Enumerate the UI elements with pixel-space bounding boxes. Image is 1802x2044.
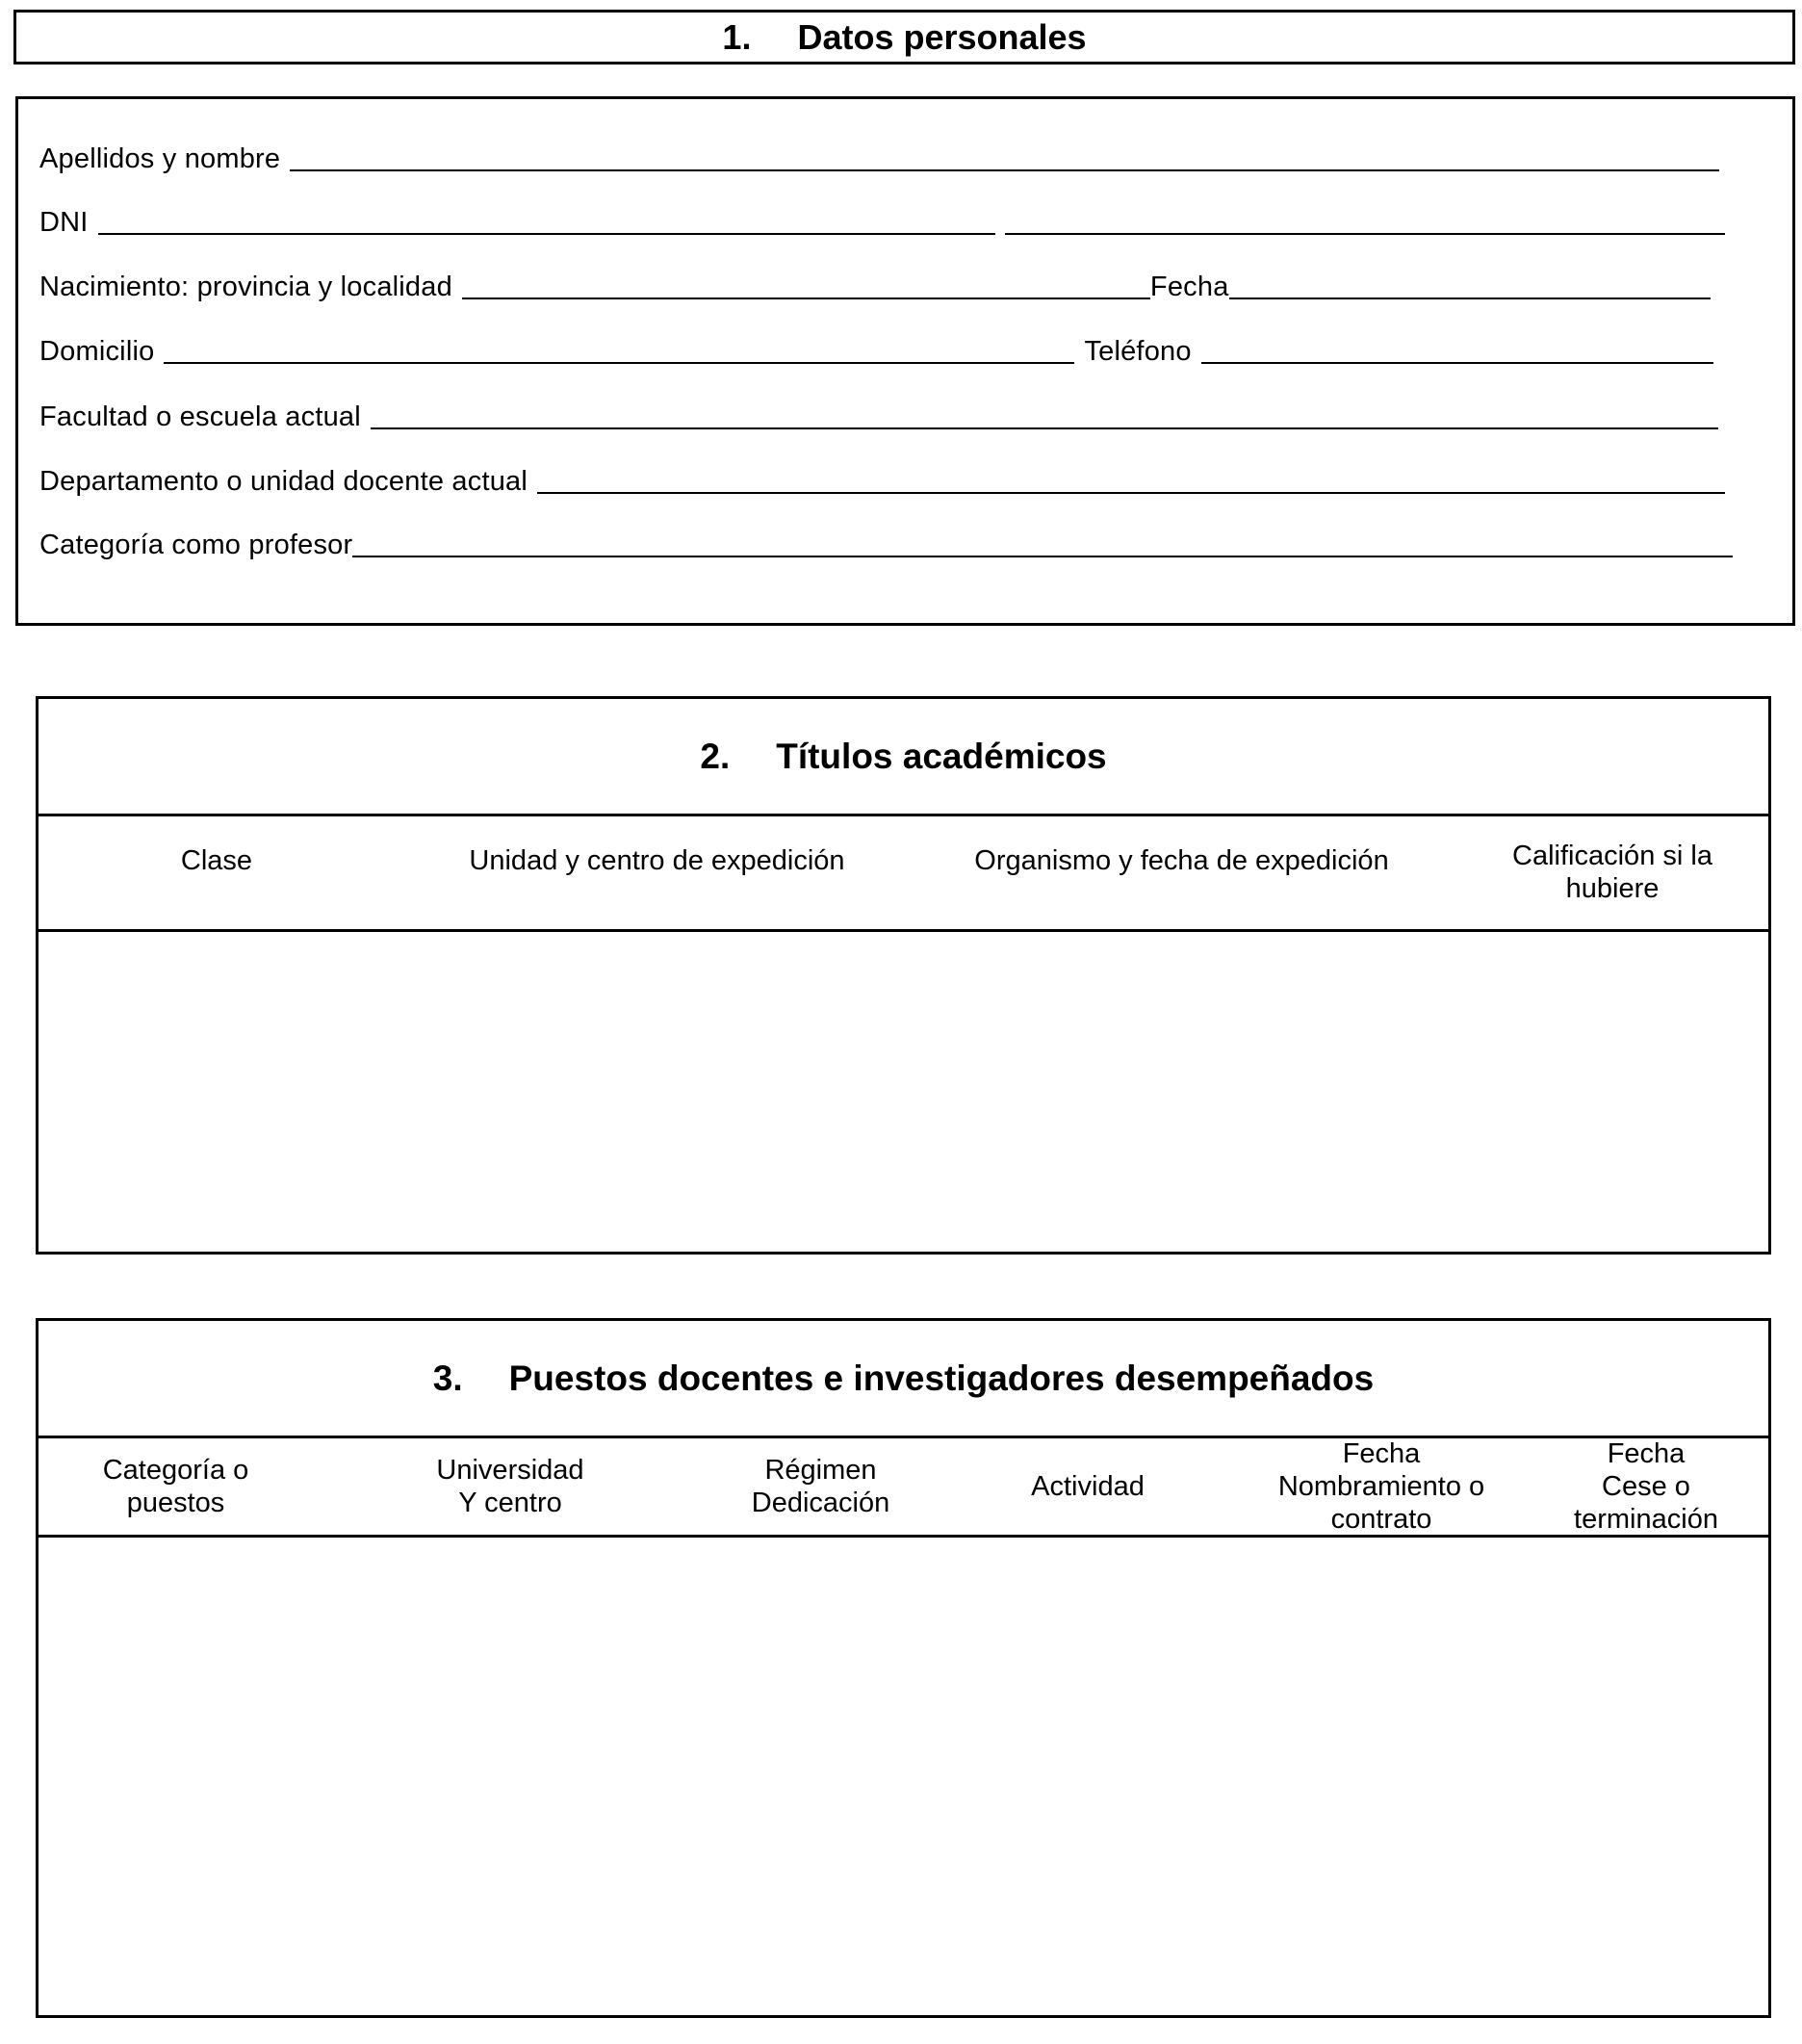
column-header-clase: Clase [180,845,253,876]
personal-data-form [15,96,1795,626]
label-nacimiento: Nacimiento: provincia y localidad [39,272,452,302]
section-2-title-text: Títulos académicos [776,736,1107,776]
column-header-line: Y centro [458,1488,562,1518]
row-domicilio [39,327,1769,370]
row-dni [39,198,1769,241]
column-header-line: Nombramiento o [1277,1471,1485,1502]
label-apellidos: Apellidos y nombre [39,143,281,174]
label-fecha: Fecha [1149,272,1229,302]
section-3-title-text: Puestos docentes e investigadores desempeñados [508,1358,1375,1398]
field-telefono[interactable] [1201,361,1713,364]
column-header-universidad [313,1438,708,1535]
titulos-entry-area[interactable] [39,932,1768,1252]
field-categoria[interactable] [352,555,1733,557]
column-header-fecha-nombramiento [1223,1438,1540,1535]
puestos-entry-area[interactable] [39,1538,1768,2015]
field-departamento[interactable] [537,491,1725,494]
section-1-title-text: Datos personales [797,16,1087,57]
field-nacimiento[interactable] [462,297,1150,299]
field-dni-extra[interactable] [1005,232,1725,235]
column-header-line: Universidad [436,1455,584,1486]
section-2-title [39,699,1768,814]
row-categoria [39,521,1769,563]
column-header-line: Régimen [764,1455,877,1486]
divider [39,814,1768,816]
column-header-line: Dedicación [751,1488,890,1518]
label-categoria: Categoría como profesor [39,530,353,560]
column-header-actividad: Actividad [1031,1471,1145,1502]
section-3-puestos-table [36,1318,1771,2018]
column-header-line: Fecha [1607,1438,1686,1469]
field-fecha[interactable] [1229,297,1711,299]
section-3-title [39,1321,1768,1436]
column-header-line: contrato [1330,1504,1432,1535]
section-2-number: 2. [700,736,731,776]
label-domicilio: Domicilio [39,336,155,367]
column-header-line: Fecha [1342,1438,1421,1469]
label-departamento: Departamento o unidad docente actual [39,466,528,497]
field-domicilio[interactable] [164,361,1074,364]
section-1-number: 1. [722,16,752,57]
column-header-categoria [39,1438,313,1535]
row-apellidos [39,135,1769,177]
label-telefono: Teléfono [1084,336,1192,367]
field-dni[interactable] [98,232,995,235]
section-1-title [16,13,1792,62]
column-header-regimen [708,1438,934,1535]
label-facultad: Facultad o escuela actual [39,401,361,432]
row-departamento [39,457,1769,500]
row-nacimiento [39,263,1769,305]
section-2-titulos-table [36,696,1771,1255]
column-header-unidad: Unidad y centro de expedición [469,845,845,876]
column-header-fecha-cese [1535,1438,1757,1535]
field-facultad[interactable] [371,427,1718,429]
row-facultad [39,393,1769,435]
column-header-line: puestos [126,1488,225,1518]
column-header-calificacion: Calificación si la hubiere [1512,841,1712,904]
section-1-header [13,10,1795,65]
field-apellidos[interactable] [290,168,1719,171]
column-header-line: Categoría o [102,1455,249,1486]
column-header-line: Cese o [1602,1471,1690,1502]
column-header-organismo: Organismo y fecha de expedición [974,845,1389,876]
section-3-number: 3. [432,1358,463,1398]
column-header-line: terminación [1574,1504,1718,1535]
label-dni: DNI [39,207,89,238]
